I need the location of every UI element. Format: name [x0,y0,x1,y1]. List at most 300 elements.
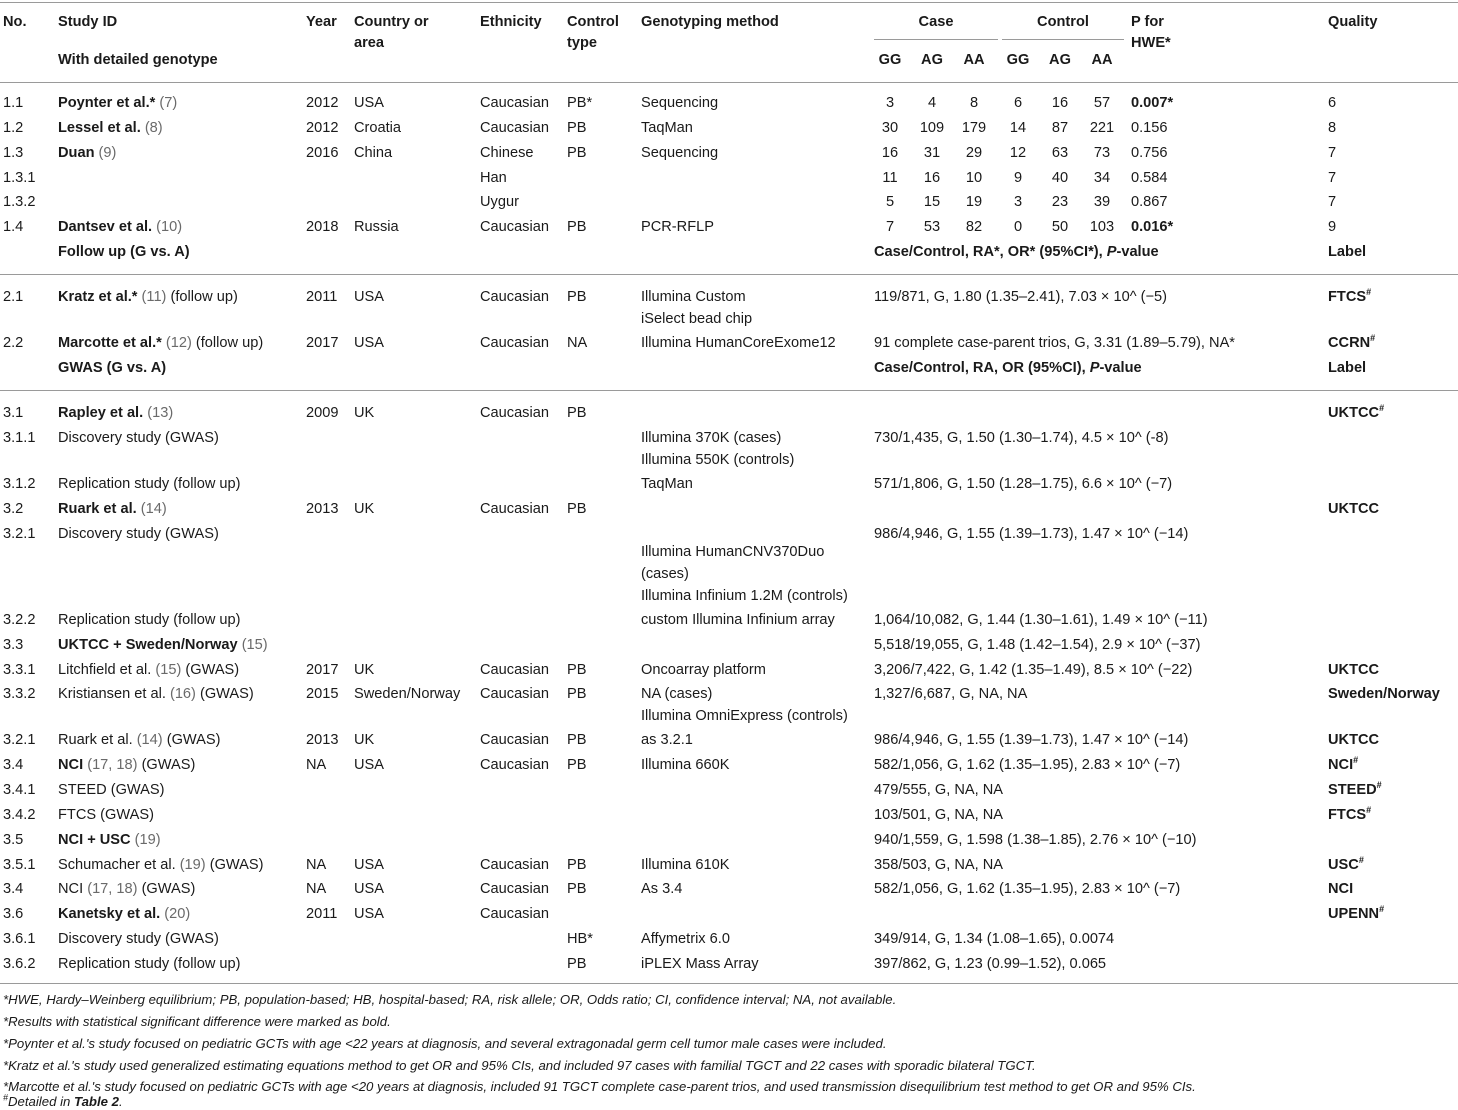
control-type: PB [567,686,587,702]
control-type: PB [567,857,587,873]
header-case: Case [918,14,954,30]
row-number: 3.5 [3,832,24,848]
study-name [58,832,161,849]
label [1328,807,1371,824]
year: NA [306,757,327,773]
label [1328,335,1375,352]
genotype-count-caa: 10 [965,170,983,186]
control-type: HB* [567,931,593,947]
study-author: UKTCC + Sweden/Norway [58,637,238,653]
ethnicity: Caucasian [480,501,549,517]
result: 358/503, G, NA, NA [874,857,1003,873]
country: USA [354,335,385,351]
label-text: FTCS [1328,807,1367,823]
study-author: Kanetsky et al. [58,906,161,922]
reference-link: (12) [165,335,192,351]
country: UK [354,501,375,517]
result: 940/1,559, G, 1.598 (1.38–1.85), 2.76 × 10^ (−10) [874,832,1197,848]
genotype-count-kag: 16 [1051,95,1069,111]
row-number: 3.2.2 [3,612,36,628]
country: China [354,145,393,161]
quality-score: 7 [1328,145,1337,161]
genotyping-method: NA (cases) [641,686,713,702]
control-type: PB [567,289,587,305]
row-number: 1.1 [3,95,24,111]
study-name [58,662,239,679]
ethnicity: Caucasian [480,857,549,873]
genotyping-method: Illumina Infinium 1.2M (controls) [641,588,848,604]
genotyping-method: as 3.2.1 [641,732,693,748]
control-type: PB [567,881,587,897]
study-author: NCI [58,757,84,773]
p-hwe: 0.016* [1131,219,1174,235]
label [1328,906,1384,923]
quality-score: 7 [1328,194,1337,210]
reference-link: (13) [147,405,174,421]
row-number: 3.6.1 [3,931,36,947]
header-control-aa: AA [1091,52,1113,68]
label-text: NCI [1328,881,1354,897]
p-hwe: 0.156 [1131,120,1168,136]
row-number: 1.3 [3,145,24,161]
study-name [58,637,268,654]
row-number: 3.5.1 [3,857,36,873]
study-name [58,219,182,236]
row-number: 3.3.2 [3,686,36,702]
reference-link: (15) [155,662,182,678]
reference-link: (14) [136,732,163,748]
genotype-count-caa: 19 [965,194,983,210]
result: 479/555, G, NA, NA [874,782,1003,798]
row-number: 3.2 [3,501,24,517]
result: 1,064/10,082, G, 1.44 (1.30–1.61), 1.49 × 10^ (−11) [874,612,1208,628]
genotyping-method: (cases) [641,566,689,582]
header-control-type-1: Control [567,14,619,30]
ethnicity: Chinese [480,145,534,161]
header-case-gg: GG [878,52,902,68]
study-design: (follow up) [170,289,238,305]
study-design: (GWAS) [141,757,196,773]
genotype-count-cag: 53 [923,219,941,235]
header-p-hwe-1: P for [1131,14,1164,30]
label-text: UKTCC [1328,662,1380,678]
reference-link: (11) [141,289,167,305]
study-author: Kristiansen et al. [58,686,166,702]
ethnicity: Caucasian [480,732,549,748]
ethnicity: Caucasian [480,906,549,922]
row-number: 1.3.2 [3,194,36,210]
row-number: 3.4 [3,881,24,897]
label-text: UKTCC [1328,501,1380,517]
row-number: 3.6.2 [3,956,36,972]
result: 986/4,946, G, 1.55 (1.39–1.73), 1.47 × 10^ (−14) [874,526,1189,542]
result: 397/862, G, 1.23 (0.99–1.52), 0.065 [874,956,1107,972]
genotype-count-cag: 109 [919,120,945,136]
genotype-count-cag: 16 [923,170,941,186]
result: 5,518/19,055, G, 1.48 (1.42–1.54), 2.9 × 10^ (−37) [874,637,1201,653]
genotyping-method: Illumina HumanCNV370Duo [641,544,825,560]
genotype-count-caa: 82 [965,219,983,235]
control-type: NA [567,335,588,351]
study-name [58,906,190,923]
case-subrule [874,39,998,40]
row-number: 2.1 [3,289,24,305]
year: 2017 [306,662,339,678]
p-hwe: 0.867 [1131,194,1168,210]
followup-columns: Case/Control, RA*, OR* (95%CI*), P-value [874,244,1159,260]
header-control: Control [1037,14,1089,30]
header-p-hwe-2: HWE* [1131,35,1171,51]
gwas-columns: Case/Control, RA, OR (95%CI), P-value [874,360,1142,376]
study-author: Discovery study (GWAS) [58,526,219,542]
control-type: PB [567,732,587,748]
reference-link: (15) [241,637,268,653]
footnote-table-ref [3,1094,123,1110]
study-author: Schumacher et al. [58,857,176,873]
country: UK [354,405,375,421]
p-hwe: 0.756 [1131,145,1168,161]
study-author: Kratz et al.* [58,289,138,305]
study-author: NCI + USC [58,832,131,848]
genotyping-method: PCR-RFLP [641,219,714,235]
ethnicity: Caucasian [480,335,549,351]
footnote: *Kratz et al.'s study used generalized estimating equations method to get OR and 95% CIs, and included 97 cases with familial TGCT and 22 cases with sporadic bilateral TGCT. [3,1058,1036,1073]
table-2-link[interactable]: Table 2 [74,1094,119,1109]
row-number: 3.1 [3,405,24,421]
study-author: Discovery study (GWAS) [58,931,219,947]
study-author: Dantsev et al. [58,219,153,235]
study-name [58,931,219,948]
genotyping-method: Illumina 550K (controls) [641,452,795,468]
reference-link: (19) [179,857,206,873]
result: 582/1,056, G, 1.62 (1.35–1.95), 2.83 × 10^ (−7) [874,757,1181,773]
header-study-id: Study ID [58,14,118,30]
label [1328,857,1364,874]
label-text: UPENN [1328,906,1380,922]
genotype-count-kaa: 34 [1093,170,1111,186]
label [1328,757,1358,774]
header-control-ag: AG [1049,52,1071,68]
genotype-count-caa: 8 [969,95,979,111]
genotyping-method: Illumina Custom [641,289,746,305]
study-name [58,612,241,629]
label-text: Sweden/Norway [1328,686,1440,702]
ethnicity: Caucasian [480,95,549,111]
reference-link: (17, 18) [87,881,138,897]
ethnicity: Caucasian [480,120,549,136]
country: USA [354,857,385,873]
genotype-count-kgg: 3 [1013,194,1023,210]
genotype-count-kgg: 0 [1013,219,1023,235]
genotype-count-cgg: 5 [885,194,895,210]
label-text: FTCS [1328,289,1367,305]
result: 3,206/7,422, G, 1.42 (1.35–1.49), 8.5 × 10^ (−22) [874,662,1193,678]
label-text: STEED [1328,782,1377,798]
header-country-2: area [354,35,385,51]
genotype-count-kgg: 6 [1013,95,1023,111]
ethnicity: Caucasian [480,405,549,421]
row-number: 3.6 [3,906,24,922]
reference-link: (7) [159,95,178,111]
label [1328,782,1382,799]
label [1328,405,1384,422]
study-author: Ruark et al. [58,501,137,517]
footnote: *HWE, Hardy–Weinberg equilibrium; PB, population-based; HB, hospital-based; RA, risk allele; OR, Odds ratio; CI, confidence interval; NA, not available. [3,992,897,1007]
genotyping-method: Sequencing [641,145,719,161]
ethnicity: Caucasian [480,662,549,678]
study-name [58,335,263,352]
label [1328,501,1379,518]
genotype-count-cag: 31 [923,145,941,161]
study-name [58,526,219,543]
control-type: PB [567,120,587,136]
country: Russia [354,219,399,235]
study-author: Lessel et al. [58,120,141,136]
footnote: *Results with statistical significant difference were marked as bold. [3,1014,391,1029]
genotype-count-kaa: 39 [1093,194,1111,210]
header-case-aa: AA [963,52,985,68]
genotyping-method: TaqMan [641,476,693,492]
country: USA [354,906,385,922]
genotype-count-cag: 15 [923,194,941,210]
year: 2016 [306,145,339,161]
study-name [58,145,116,162]
p-hwe: 0.584 [1131,170,1168,186]
ethnicity: Caucasian [480,289,549,305]
control-subrule [1002,39,1124,40]
year: NA [306,857,327,873]
header-year: Year [306,14,337,30]
study-name [58,881,195,898]
study-author: Replication study (follow up) [58,476,241,492]
reference-link: (8) [144,120,163,136]
row-number: 1.3.1 [3,170,36,186]
quality-score: 8 [1328,120,1337,136]
header-bottom-rule [0,82,1458,83]
gwas-label: Label [1328,360,1367,376]
row-number: 1.2 [3,120,24,136]
year: 2018 [306,219,339,235]
genotype-count-kaa: 103 [1089,219,1115,235]
year: 2013 [306,732,339,748]
row-number: 3.3.1 [3,662,36,678]
country: UK [354,732,375,748]
label [1328,881,1353,898]
result: 119/871, G, 1.80 (1.35–2.41), 7.03 × 10^ (−5) [874,289,1167,305]
control-type: PB [567,219,587,235]
row-number: 3.1.2 [3,476,36,492]
quality-score: 9 [1328,219,1337,235]
study-author: Replication study (follow up) [58,612,241,628]
study-author: Marcotte et al.* [58,335,162,351]
genotype-count-kaa: 57 [1093,95,1111,111]
followup-title: Follow up (G vs. A) [58,244,190,260]
label-footnote-mark: # [1366,805,1372,816]
country: USA [354,757,385,773]
row-number: 3.4 [3,757,24,773]
genotyping-method: Illumina 660K [641,757,730,773]
row-number: 3.4.1 [3,782,36,798]
row-number: 2.2 [3,335,24,351]
study-name [58,782,164,799]
genotyping-method: TaqMan [641,120,693,136]
year: 2011 [306,289,338,305]
header-case-ag: AG [921,52,943,68]
genotype-count-cgg: 16 [881,145,899,161]
label-footnote-mark: # [1370,333,1376,344]
label-text: CCRN [1328,335,1371,351]
year: NA [306,881,327,897]
study-name [58,857,263,874]
study-author: Duan [58,145,95,161]
genotyping-method: custom Illumina Infinium array [641,612,835,628]
study-author: Ruark et al. [58,732,133,748]
genotyping-method: Sequencing [641,95,719,111]
reference-link: (20) [164,906,191,922]
year: 2012 [306,95,339,111]
label [1328,686,1440,703]
genotype-count-kaa: 221 [1089,120,1115,136]
study-author: Discovery study (GWAS) [58,430,219,446]
result: 349/914, G, 1.34 (1.08–1.65), 0.0074 [874,931,1115,947]
row-number: 1.4 [3,219,24,235]
study-name [58,289,238,306]
genotype-count-cgg: 3 [885,95,895,111]
country: USA [354,289,385,305]
genotype-count-caa: 179 [961,120,987,136]
study-author: Litchfield et al. [58,662,152,678]
gwas-rule [0,390,1458,391]
header-genotyping-method: Genotyping method [641,14,779,30]
genotype-count-cag: 4 [927,95,937,111]
genotype-count-kgg: 12 [1009,145,1027,161]
country: UK [354,662,375,678]
study-author: NCI [58,881,84,897]
label-text: UKTCC [1328,405,1380,421]
row-number: 3.1.1 [3,430,36,446]
ethnicity: Caucasian [480,881,549,897]
ethnicity: Han [480,170,507,186]
label-footnote-mark: # [1358,855,1364,866]
control-type: PB [567,145,587,161]
result: 103/501, G, NA, NA [874,807,1003,823]
result: 730/1,435, G, 1.50 (1.30–1.74), 4.5 × 10^ (-8) [874,430,1169,446]
control-type: PB* [567,95,593,111]
label-text: NCI [1328,757,1354,773]
top-rule [0,2,1458,3]
row-number: 3.4.2 [3,807,36,823]
label-footnote-mark: # [1366,287,1372,298]
control-type: PB [567,757,587,773]
study-author: Replication study (follow up) [58,956,241,972]
result: 582/1,056, G, 1.62 (1.35–1.95), 2.83 × 10^ (−7) [874,881,1181,897]
reference-link: (19) [134,832,161,848]
study-name [58,807,154,824]
study-design: (GWAS) [141,881,196,897]
table-bottom-rule [0,983,1458,984]
genotype-count-cgg: 11 [882,170,898,186]
genotyping-method: Illumina 370K (cases) [641,430,782,446]
label-footnote-mark: # [1353,755,1359,766]
study-design: (follow up) [195,335,264,351]
header-with-detailed-genotype: With detailed genotype [58,52,218,68]
gwas-title: GWAS (G vs. A) [58,360,167,376]
reference-link: (10) [156,219,183,235]
ethnicity: Caucasian [480,219,549,235]
result: 91 complete case-parent trios, G, 3.31 (1.89–5.79), NA* [874,335,1235,351]
year: 2017 [306,335,339,351]
result: 986/4,946, G, 1.55 (1.39–1.73), 1.47 × 10^ (−14) [874,732,1189,748]
control-type: PB [567,956,587,972]
genotyping-method: iPLEX Mass Array [641,956,759,972]
label-footnote-mark: # [1379,403,1385,414]
study-name [58,757,195,774]
label-text: UKTCC [1328,732,1380,748]
study-name [58,732,220,749]
row-number: 3.3 [3,637,24,653]
study-design: (GWAS) [185,662,240,678]
header-ethnicity: Ethnicity [480,14,542,30]
footnote: *Marcotte et al.'s study focused on pediatric GCTs with age <20 years at diagnosis, included 91 TGCT complete case-parent trios, and used transmission disequilibrium test method to get OR and 95% CIs. [3,1079,1196,1094]
study-design: (GWAS) [209,857,264,873]
genotype-count-caa: 29 [965,145,983,161]
study-author: Poynter et al.* [58,95,156,111]
genotype-count-kag: 63 [1051,145,1069,161]
ethnicity: Caucasian [480,686,549,702]
genotype-count-kgg: 14 [1009,120,1027,136]
study-design: (GWAS) [199,686,254,702]
study-design: (GWAS) [166,732,221,748]
genotype-count-cgg: 30 [881,120,899,136]
study-name [58,120,163,137]
header-quality: Quality [1328,14,1378,30]
control-type: PB [567,662,587,678]
study-author: FTCS (GWAS) [58,807,154,823]
genotyping-method: Illumina 610K [641,857,730,873]
genotype-count-cgg: 7 [885,219,895,235]
genotype-count-kag: 50 [1051,219,1069,235]
reference-link: (14) [140,501,167,517]
followup-label: Label [1328,244,1367,260]
year: 2011 [306,906,338,922]
footnote-end: . [118,1094,123,1109]
header-control-gg: GG [1006,52,1030,68]
genotyping-method: As 3.4 [641,881,683,897]
header-no: No. [3,14,27,30]
genotyping-method: Illumina OmniExpress (controls) [641,708,848,724]
footnote-mark: # [3,1092,9,1103]
label-footnote-mark: # [1376,780,1382,791]
header-country-1: Country or [354,14,429,30]
quality-score: 7 [1328,170,1337,186]
row-number: 3.2.1 [3,526,36,542]
ethnicity: Uygur [480,194,519,210]
footnote-text: Detailed in [8,1094,74,1109]
genotype-count-kag: 40 [1051,170,1069,186]
genotype-count-kaa: 73 [1093,145,1111,161]
country: USA [354,881,385,897]
study-author: STEED (GWAS) [58,782,165,798]
genotyping-method: Illumina HumanCoreExome12 [641,335,836,351]
row-number: 3.2.1 [3,732,36,748]
ethnicity: Caucasian [480,757,549,773]
country: Sweden/Norway [354,686,461,702]
study-name [58,95,177,112]
genotyping-method: Oncoarray platform [641,662,766,678]
followup-rule [0,274,1458,275]
year: 2012 [306,120,339,136]
label [1328,662,1379,679]
